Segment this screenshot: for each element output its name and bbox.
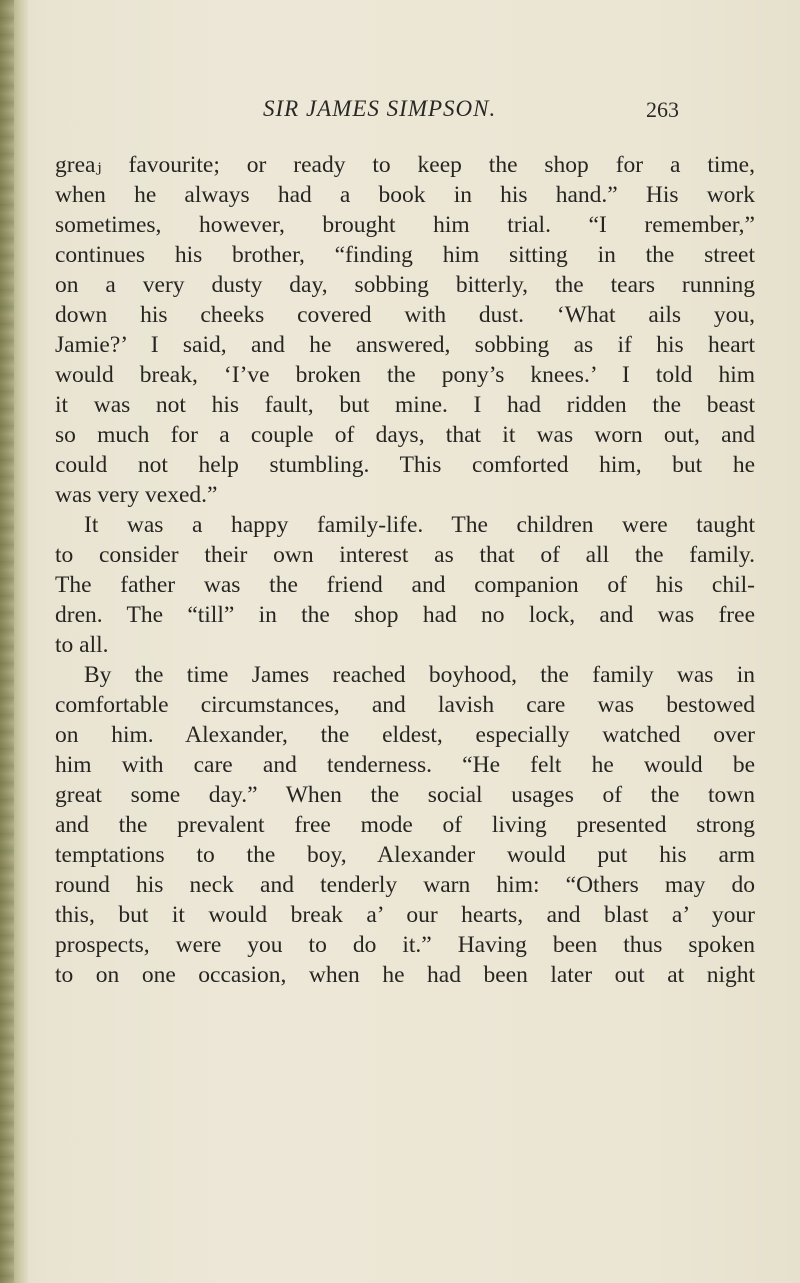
text-line: so much for a couple of days, that it was worn out, and (55, 422, 755, 448)
text-line: to on one occasion, when he had been later out at night (55, 962, 755, 988)
text-line: dren. The “till” in the shop had no lock, and was free (55, 602, 755, 628)
text-line: prospects, were you to do it.” Having been thus spoken (55, 932, 755, 958)
text-line: greaⱼ favourite; or ready to keep the shop for a time, (55, 152, 755, 178)
text-line: Jamie?’ I said, and he answered, sobbing as if his heart (55, 332, 755, 358)
running-title: SIR JAMES SIMPSON. (263, 96, 497, 121)
paragraph-start-line: By the time James reached boyhood, the family was in (84, 662, 755, 688)
text-line: round his neck and tenderly warn him: “Others may do (55, 872, 755, 898)
text-line: would break, ‘I’ve broken the pony’s knees.’ I told him (55, 362, 755, 388)
text-line: great some day.” When the social usages of the town (55, 782, 755, 808)
text-line: to consider their own interest as that of all the family. (55, 542, 755, 568)
text-line: him with care and tenderness. “He felt he would be (55, 752, 755, 778)
text-line: on a very dusty day, sobbing bitterly, the tears running (55, 272, 755, 298)
text-line: to all. (55, 632, 109, 658)
text-line: The father was the friend and companion of his chil- (55, 572, 755, 598)
gutter-shadow (0, 0, 14, 1283)
text-line: temptations to the boy, Alexander would put his arm (55, 842, 755, 868)
running-head (70, 96, 760, 128)
page-gutter (0, 0, 28, 1283)
text-line: comfortable circumstances, and lavish care was bestowed (55, 692, 755, 718)
text-line: and the prevalent free mode of living presented strong (55, 812, 755, 838)
text-line: sometimes, however, brought him trial. “I remember,” (55, 212, 755, 238)
text-line: when he always had a book in his hand.” His work (55, 182, 755, 208)
text-line: was very vexed.” (55, 482, 218, 508)
text-line: continues his brother, “finding him sitting in the street (55, 242, 755, 268)
text-line: this, but it would break a’ our hearts, and blast a’ your (55, 902, 755, 928)
text-line: on him. Alexander, the eldest, especially watched over (55, 722, 755, 748)
text-line: it was not his fault, but mine. I had ridden the beast (55, 392, 755, 418)
paragraph-start-line: It was a happy family-life. The children were taught (84, 512, 755, 538)
text-line: could not help stumbling. This comforted him, but he (55, 452, 755, 478)
text-line: down his cheeks covered with dust. ‘What ails you, (55, 302, 755, 328)
page-number: 263 (646, 97, 679, 122)
